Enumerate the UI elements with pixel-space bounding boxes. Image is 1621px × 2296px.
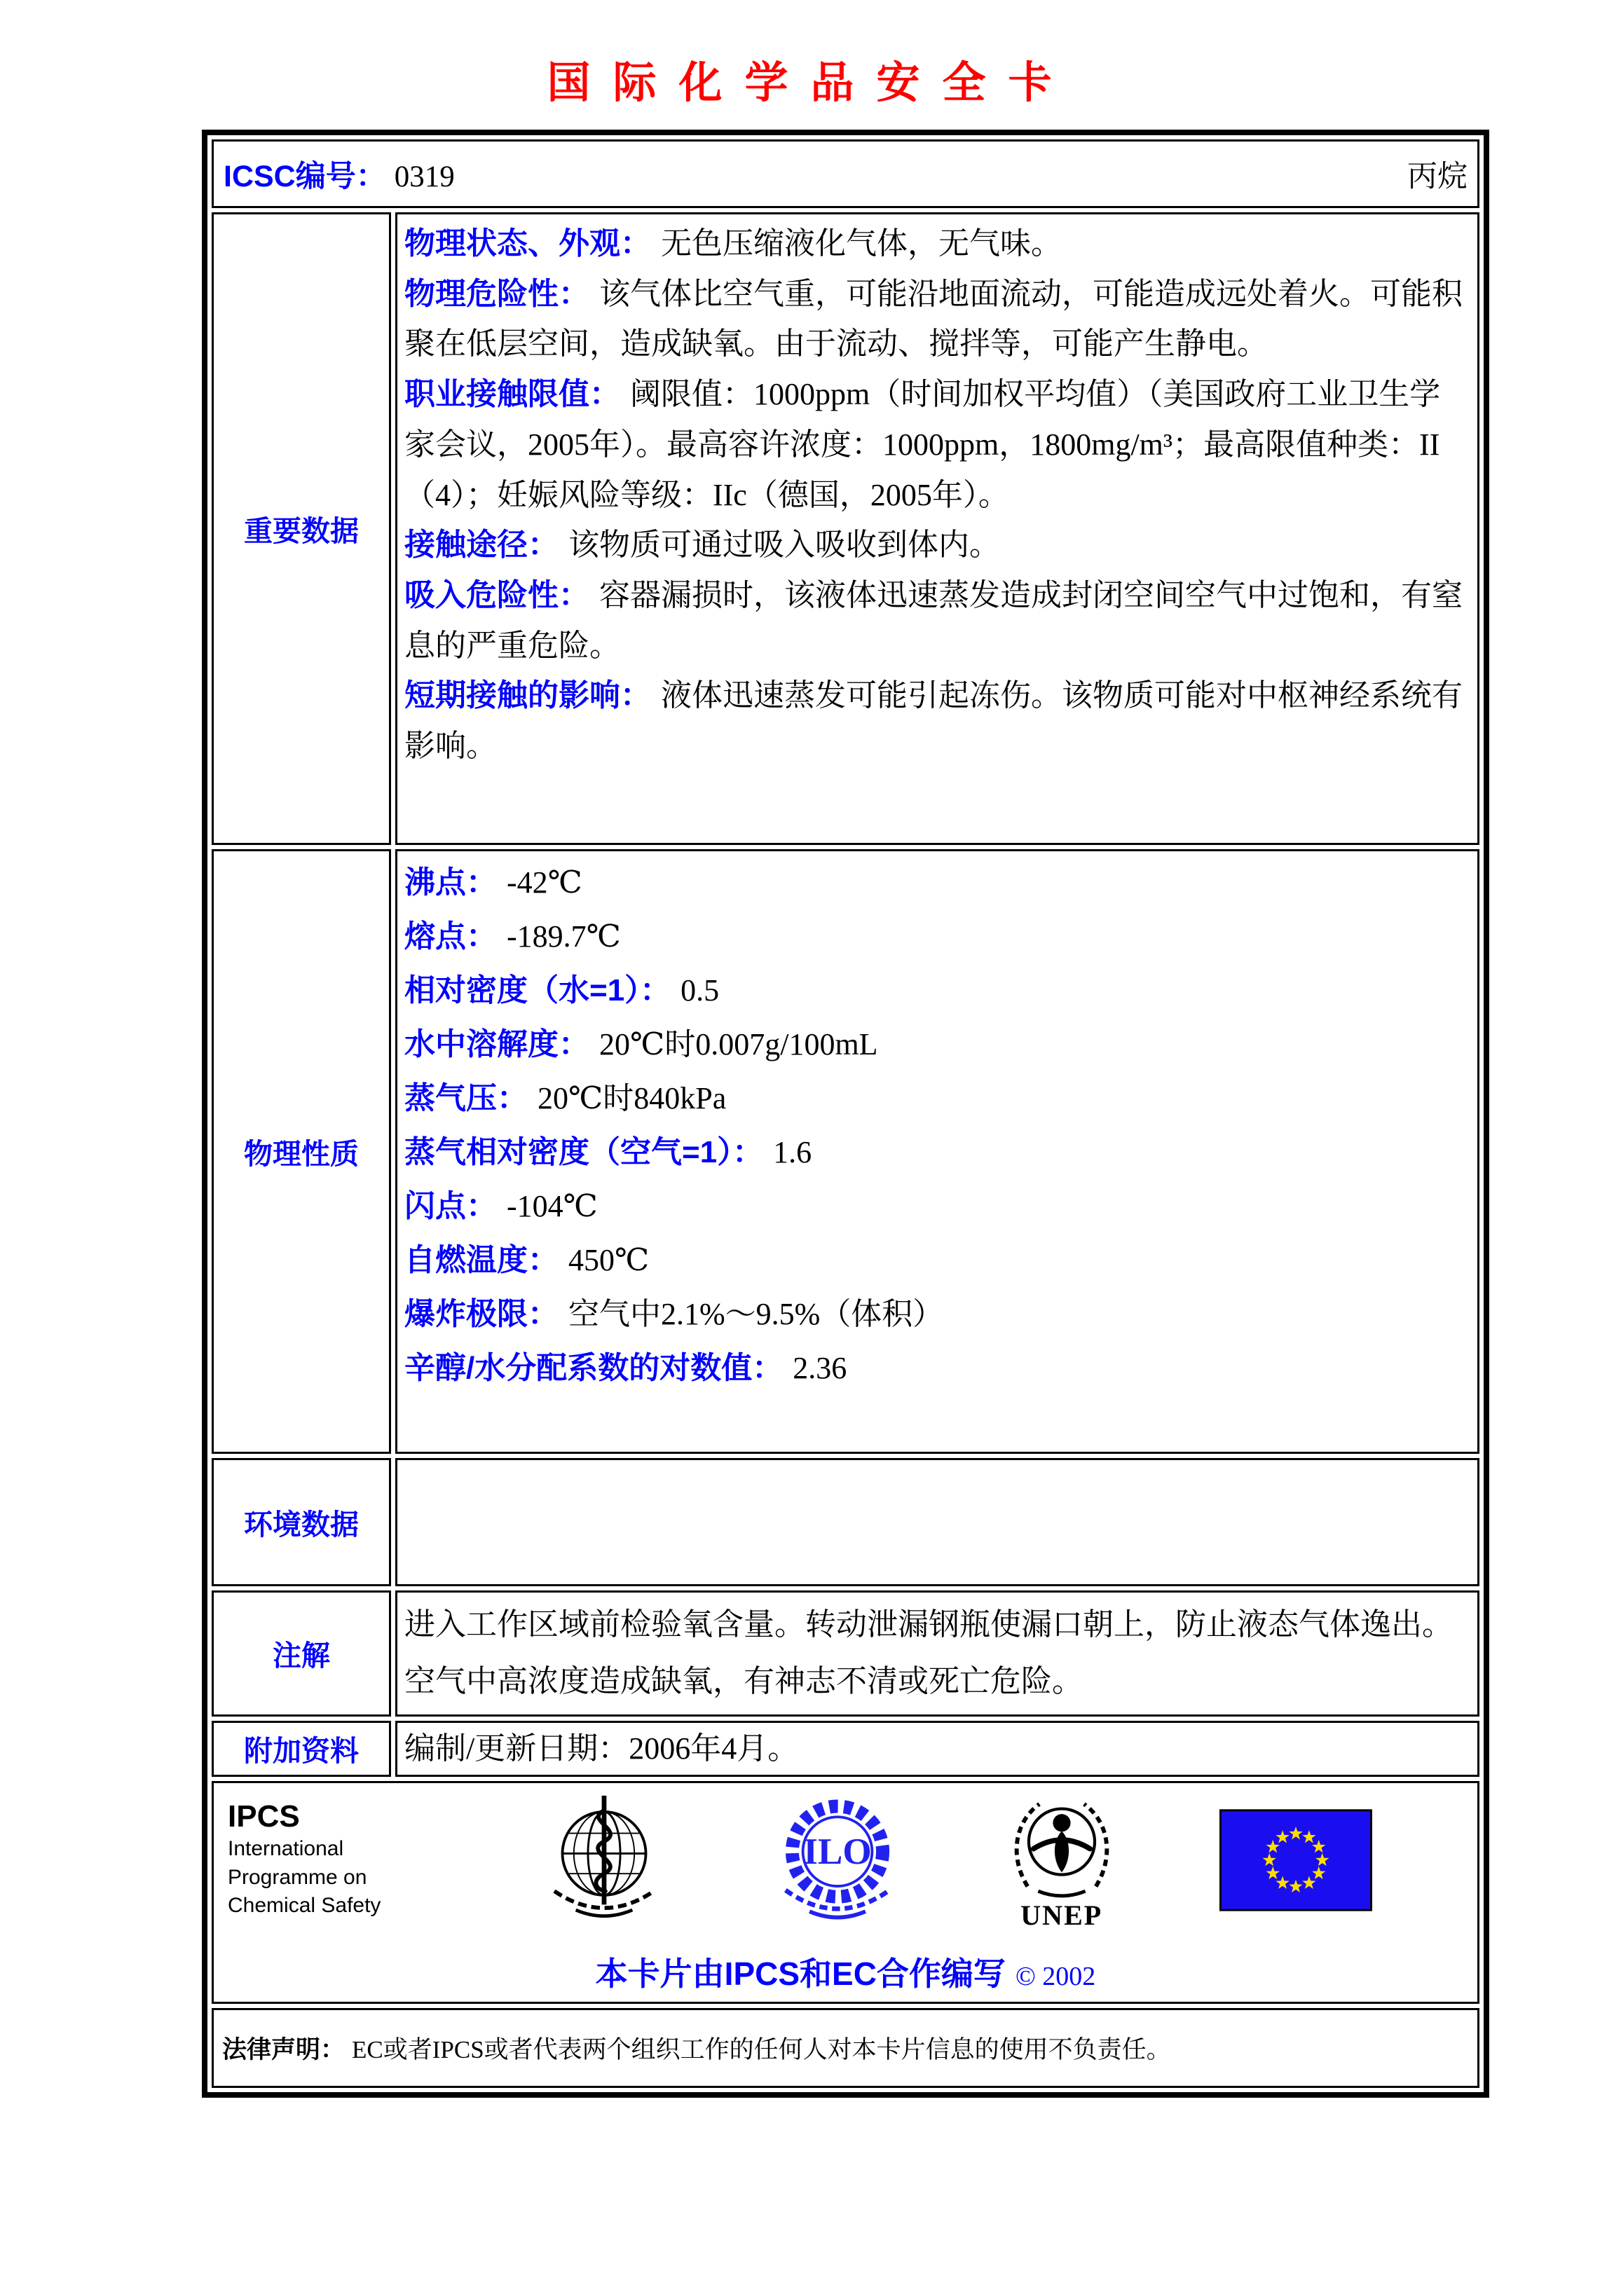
additional-information-text: 编制/更新日期：2006年4月。: [404, 1731, 799, 1766]
property-line: [404, 909, 1470, 963]
property-value: 1.6: [773, 1135, 812, 1169]
icsc-number-label: ICSC编号：: [224, 159, 386, 193]
page-title: 国际化学品安全卡: [547, 60, 1074, 107]
property-value: 2.36: [793, 1351, 847, 1385]
additional-information-content: [395, 1721, 1479, 1777]
property-value: 容器漏损时，该液体迅速蒸发造成封闭空间空气中过饱和，有窒息的严重危险。: [404, 578, 1463, 663]
section-label-physical-properties: 物理性质: [212, 849, 391, 1454]
property-value: -42℃: [507, 865, 582, 900]
property-line: [404, 1233, 1470, 1287]
copyright-text: © 2002: [1015, 1961, 1096, 1991]
section-label-environmental-data: 环境数据: [212, 1458, 391, 1586]
who-logo-icon: [537, 1792, 671, 1929]
property-value: 该气体比空气重，可能沿地面流动，可能造成远处着火。可能积聚在低层空间，造成缺氧。由于流动、搅拌等，可能产生静电。: [404, 276, 1463, 362]
ipcs-subtitle-line: International: [228, 1837, 344, 1861]
icsc-card-table: [202, 130, 1489, 2098]
property-label: 熔点：: [404, 919, 497, 954]
property-value: -104℃: [507, 1189, 598, 1223]
property-line: [404, 1341, 1470, 1395]
property-label: 职业接触限值：: [404, 377, 620, 412]
important-data-list: [404, 219, 1470, 771]
card-header-cell: [212, 139, 1479, 208]
notes-content: [395, 1590, 1479, 1717]
property-value: 20℃时0.007g/100mL: [599, 1027, 878, 1061]
ipcs-subtitle-line: Programme on: [228, 1865, 367, 1889]
ipcs-text-block: [228, 1799, 438, 1920]
ilo-logo-icon: [771, 1790, 904, 1930]
ipcs-subtitle: [228, 1835, 438, 1920]
unep-logo-block: [1003, 1792, 1121, 1931]
property-value: 20℃时840kPa: [538, 1081, 727, 1115]
section-label-important-data: 重要数据: [212, 212, 391, 845]
section-label-additional-information: 附加资料: [212, 1721, 391, 1777]
property-value: 无色压缩液化气体，无气味。: [661, 226, 1062, 261]
property-label: 蒸气相对密度（空气=1）：: [404, 1135, 764, 1169]
physical-properties-list: [404, 855, 1470, 1395]
property-value: 450℃: [568, 1243, 650, 1277]
property-value: 阈限值：1000ppm（时间加权平均值）（美国政府工业卫生学家会议，2005年）。最高容许浓度：1000ppm，1800mg/m³；最高限值种类：II（4）；妊娠风险等级：IIc（德国，2005年）。: [404, 377, 1441, 512]
table-row: [212, 139, 1479, 208]
property-label: 物理危险性：: [404, 276, 589, 311]
property-value: 该物质可通过吸入吸收到体内。: [568, 528, 1000, 563]
property-line: [404, 570, 1470, 671]
property-line: [404, 1179, 1470, 1233]
property-line: [404, 1071, 1470, 1125]
credit-text: 本卡片由IPCS和EC合作编写: [595, 1955, 1006, 1992]
unep-caption: UNEP: [1020, 1899, 1103, 1931]
property-label: 闪点：: [404, 1189, 497, 1223]
property-label: 吸入危险性：: [404, 578, 589, 613]
property-value: 空气中2.1%～9.5%（体积）: [568, 1297, 944, 1331]
credit-line: [228, 1948, 1463, 1995]
ilo-letters: ILO: [802, 1830, 872, 1872]
table-row: [212, 1458, 1479, 1586]
property-label: 接触途径：: [404, 528, 559, 563]
section-label-notes: 注解: [212, 1590, 391, 1717]
property-line: [404, 1125, 1470, 1179]
property-value: -189.7℃: [507, 919, 621, 954]
property-line: [404, 963, 1470, 1017]
property-value: 液体迅速蒸发可能引起冻伤。该物质可能对中枢神经系统有影响。: [404, 678, 1463, 764]
property-line: [404, 520, 1470, 570]
property-label: 短期接触的影响：: [404, 678, 651, 713]
table-row: [212, 1781, 1479, 2004]
property-value: 0.5: [680, 973, 720, 1008]
property-line: [404, 1017, 1470, 1071]
chemical-name: 丙烷: [1407, 160, 1468, 193]
property-label: 自燃温度：: [404, 1243, 559, 1277]
notes-text: 进入工作区域前检验氧含量。转动泄漏钢瓶使漏口朝上，防止液态气体逸出。空气中高浓度造成缺氧，有神志不清或死亡危险。: [404, 1607, 1453, 1698]
ipcs-subtitle-line: Chemical Safety: [228, 1894, 381, 1918]
icsc-number-group: [224, 153, 455, 195]
property-line: [404, 671, 1470, 771]
ipcs-logos-cell: [212, 1781, 1479, 2004]
property-label: 物理状态、外观：: [404, 226, 651, 261]
property-label: 沸点：: [404, 865, 497, 900]
property-line: [404, 219, 1470, 269]
property-line: [404, 369, 1470, 520]
property-line: [404, 1287, 1470, 1341]
legal-notice-label: 法律声明：: [222, 2035, 346, 2063]
property-label: 相对密度（水=1）：: [404, 973, 671, 1008]
eu-flag-icon: [1219, 1809, 1372, 1911]
icsc-number-value: 0319: [394, 160, 455, 193]
property-label: 爆炸极限：: [404, 1297, 559, 1331]
important-data-content: [395, 212, 1479, 845]
table-row: [212, 212, 1479, 845]
property-label: 水中溶解度：: [404, 1027, 589, 1061]
table-row: [212, 849, 1479, 1454]
property-label: 蒸气压：: [404, 1081, 528, 1115]
table-row: [212, 1590, 1479, 1717]
ipcs-acronym: IPCS: [228, 1799, 300, 1834]
legal-notice-cell: [212, 2008, 1479, 2088]
environmental-data-content: [395, 1458, 1479, 1586]
physical-properties-content: [395, 849, 1479, 1454]
property-line: [404, 269, 1470, 369]
legal-notice-text: EC或者IPCS或者代表两个组织工作的任何人对本卡片信息的使用不负责任。: [352, 2035, 1171, 2063]
property-label: 辛醇/水分配系数的对数值：: [404, 1351, 784, 1385]
logo-row: [228, 1790, 1463, 1930]
table-row: [212, 2008, 1479, 2088]
table-row: [212, 1721, 1479, 1777]
unep-logo-icon: [1003, 1792, 1121, 1903]
property-line: [404, 855, 1470, 909]
